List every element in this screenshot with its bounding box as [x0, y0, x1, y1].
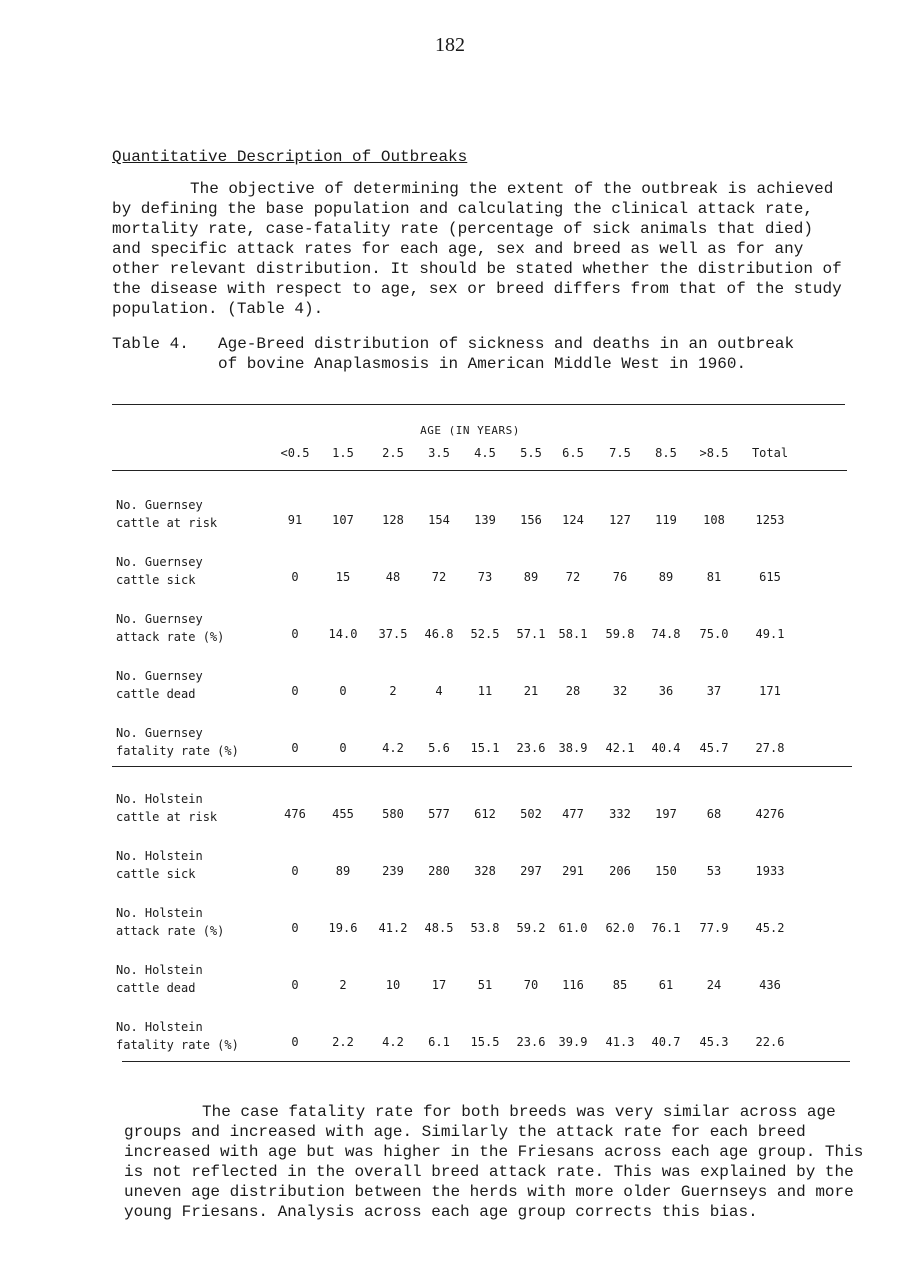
table-cell: 156: [520, 513, 542, 527]
table-cell: 0: [291, 978, 299, 992]
table-cell: 328: [474, 864, 496, 878]
table-cell: 124: [562, 513, 584, 527]
intro-paragraph: The objective of determining the extent of the outbreak is achieved by defining the base population and calculating the clinical attack rate, mortality rate, case-fatality rate (percentage of sick animals that died) and specific attack rates for each age, sex and breed as well as for any other relevant distribution. It should be stated whether the distribution of the disease with respect to age, sex or breed differs from that of the study population. (Table 4).: [112, 180, 842, 318]
table-cell: 41.3: [605, 1035, 635, 1049]
table-cell: 72: [431, 570, 447, 584]
table-cell: 154: [428, 513, 450, 527]
table-cell: 51: [477, 978, 493, 992]
table-cell: 61.0: [558, 921, 588, 935]
table-cell: 37.5: [378, 627, 408, 641]
table-header-rule: [112, 470, 847, 471]
row-label-line2: cattle at risk: [116, 810, 218, 824]
column-header: <0.5: [280, 446, 310, 460]
table-cell: 455: [332, 807, 354, 821]
table-cell: 6.1: [428, 1035, 450, 1049]
table-cell: 0: [339, 684, 347, 698]
table-cell: 89: [523, 570, 539, 584]
table-cell: 58.1: [558, 627, 588, 641]
table-bottom-rule: [122, 1061, 850, 1062]
table-cell: 49.1: [755, 627, 785, 641]
column-header: Total: [751, 446, 789, 460]
table-cell: 27.8: [755, 741, 785, 755]
row-label-line1: No. Holstein: [116, 792, 203, 806]
age-header: AGE (IN YEARS): [420, 424, 520, 437]
table-cell: 81: [706, 570, 722, 584]
table-cell: 37: [706, 684, 722, 698]
table-cell: 23.6: [516, 1035, 546, 1049]
row-label-line2: cattle dead: [116, 687, 196, 701]
row-label-line2: fatality rate (%): [116, 744, 239, 758]
table-cell: 297: [520, 864, 542, 878]
page-number: 182: [435, 34, 465, 56]
table-cell: 108: [703, 513, 725, 527]
table-cell: 45.3: [699, 1035, 729, 1049]
table-cell: 23.6: [516, 741, 546, 755]
row-label-line2: attack rate (%): [116, 924, 225, 938]
table-cell: 32: [612, 684, 628, 698]
table-cell: 15.1: [470, 741, 500, 755]
row-label-line1: No. Guernsey: [116, 669, 203, 683]
table-cell: 107: [332, 513, 354, 527]
table-cell: 477: [562, 807, 584, 821]
table-cell: 4.2: [382, 741, 404, 755]
table-cell: 57.1: [516, 627, 546, 641]
table-cell: 128: [382, 513, 404, 527]
row-label-line2: fatality rate (%): [116, 1038, 239, 1052]
table-cell: 119: [655, 513, 677, 527]
table-cell: 28: [565, 684, 581, 698]
table-cell: 89: [658, 570, 674, 584]
table-cell: 91: [287, 513, 303, 527]
column-header: >8.5: [699, 446, 729, 460]
table-cell: 2: [389, 684, 397, 698]
table-cell: 77.9: [699, 921, 729, 935]
table-cell: 59.2: [516, 921, 546, 935]
table-cell: 2.2: [332, 1035, 354, 1049]
table-cell: 53.8: [470, 921, 500, 935]
table-cell: 85: [612, 978, 628, 992]
table-cell: 4: [435, 684, 443, 698]
table-cell: 150: [655, 864, 677, 878]
row-label-line2: attack rate (%): [116, 630, 225, 644]
table-cell: 52.5: [470, 627, 500, 641]
table-caption-text: Age-Breed distribution of sickness and deaths in an outbreak of bovine Anaplasmosis in American Middle West in 1960.: [218, 335, 795, 373]
table-cell: 476: [284, 807, 306, 821]
table-cell: 68: [706, 807, 722, 821]
table-cell: 17: [431, 978, 447, 992]
table-cell: 40.4: [651, 741, 681, 755]
table-cell: 577: [428, 807, 450, 821]
table-cell: 332: [609, 807, 631, 821]
row-label-line1: No. Holstein: [116, 849, 203, 863]
table-cell: 1253: [755, 513, 785, 527]
table-cell: 21: [523, 684, 539, 698]
table-cell: 45.2: [755, 921, 785, 935]
row-label-line1: No. Guernsey: [116, 612, 203, 626]
table-cell: 22.6: [755, 1035, 785, 1049]
section-heading: Quantitative Description of Outbreaks: [112, 148, 468, 166]
row-label-line1: No. Holstein: [116, 1020, 203, 1034]
table-cell: 53: [706, 864, 722, 878]
column-header: 6.5: [562, 446, 584, 460]
table-cell: 76.1: [651, 921, 681, 935]
table-cell: 38.9: [558, 741, 588, 755]
table-cell: 75.0: [699, 627, 729, 641]
table-cell: 0: [291, 684, 299, 698]
breed-divider-rule: [112, 766, 852, 767]
table-cell: 45.7: [699, 741, 729, 755]
row-label: [116, 961, 286, 997]
table-cell: 24: [706, 978, 722, 992]
table-cell: 48.5: [424, 921, 454, 935]
row-label-line1: No. Guernsey: [116, 555, 203, 569]
row-label: [116, 724, 286, 760]
row-label-line1: No. Guernsey: [116, 498, 203, 512]
row-label: [116, 790, 286, 826]
table-cell: 59.8: [605, 627, 635, 641]
table-cell: 2: [339, 978, 347, 992]
table-cell: 62.0: [605, 921, 635, 935]
row-label: [116, 1018, 286, 1054]
table-cell: 139: [474, 513, 496, 527]
table-cell: 72: [565, 570, 581, 584]
table-cell: 5.6: [428, 741, 450, 755]
table-cell: 15: [335, 570, 351, 584]
table-cell: 502: [520, 807, 542, 821]
row-label-line1: No. Holstein: [116, 963, 203, 977]
table-cell: 0: [291, 864, 299, 878]
table-caption-label: Table 4.: [112, 335, 189, 353]
table-cell: 206: [609, 864, 631, 878]
table-cell: 15.5: [470, 1035, 500, 1049]
table-cell: 48: [385, 570, 401, 584]
table-cell: 280: [428, 864, 450, 878]
table-cell: 116: [562, 978, 584, 992]
table-cell: 74.8: [651, 627, 681, 641]
table-cell: 39.9: [558, 1035, 588, 1049]
table-cell: 580: [382, 807, 404, 821]
row-label-line2: cattle dead: [116, 981, 196, 995]
table-cell: 171: [759, 684, 781, 698]
row-label-line2: cattle sick: [116, 867, 196, 881]
table-cell: 46.8: [424, 627, 454, 641]
row-label-line1: No. Guernsey: [116, 726, 203, 740]
table-cell: 197: [655, 807, 677, 821]
column-header: 5.5: [520, 446, 542, 460]
table-cell: 14.0: [328, 627, 358, 641]
table-cell: 10: [385, 978, 401, 992]
table-cell: 615: [759, 570, 781, 584]
row-label: [116, 553, 286, 589]
table-cell: 0: [291, 921, 299, 935]
table-cell: 41.2: [378, 921, 408, 935]
table-cell: 239: [382, 864, 404, 878]
row-label: [116, 496, 286, 532]
table-cell: 0: [291, 627, 299, 641]
table-cell: 127: [609, 513, 631, 527]
table-cell: 89: [335, 864, 351, 878]
table-top-rule: [112, 404, 845, 405]
table-cell: 0: [291, 1035, 299, 1049]
table-cell: 612: [474, 807, 496, 821]
row-label-line1: No. Holstein: [116, 906, 203, 920]
row-label: [116, 610, 286, 646]
table-cell: 4276: [755, 807, 785, 821]
table-cell: 0: [339, 741, 347, 755]
row-label-line2: cattle sick: [116, 573, 196, 587]
column-header: 3.5: [428, 446, 450, 460]
column-header: 2.5: [382, 446, 404, 460]
row-label: [116, 847, 286, 883]
closing-paragraph: The case fatality rate for both breeds was very similar across age groups and increased with age. Similarly the attack rate for each breed increased with age but was higher in the Friesans across each age group. This is not reflected in the overall breed attack rate. This was explained by the uneven age distribution between the herds with more older Guernseys and more young Friesans. Analysis across each age group corrects this bias.: [124, 1103, 864, 1221]
table-cell: 0: [291, 741, 299, 755]
table-cell: 76: [612, 570, 628, 584]
table-cell: 4.2: [382, 1035, 404, 1049]
table-cell: 11: [477, 684, 493, 698]
row-label: [116, 904, 286, 940]
table-cell: 291: [562, 864, 584, 878]
table-cell: 61: [658, 978, 674, 992]
table-cell: 436: [759, 978, 781, 992]
table-cell: 70: [523, 978, 539, 992]
table-cell: 36: [658, 684, 674, 698]
table-cell: 73: [477, 570, 493, 584]
row-label: [116, 667, 286, 703]
table-cell: 42.1: [605, 741, 635, 755]
column-header: 7.5: [609, 446, 631, 460]
row-label-line2: cattle at risk: [116, 516, 218, 530]
column-header: 1.5: [332, 446, 354, 460]
column-header: 4.5: [474, 446, 496, 460]
column-header: 8.5: [655, 446, 677, 460]
table-cell: 0: [291, 570, 299, 584]
table-cell: 19.6: [328, 921, 358, 935]
table-cell: 40.7: [651, 1035, 681, 1049]
table-cell: 1933: [755, 864, 785, 878]
